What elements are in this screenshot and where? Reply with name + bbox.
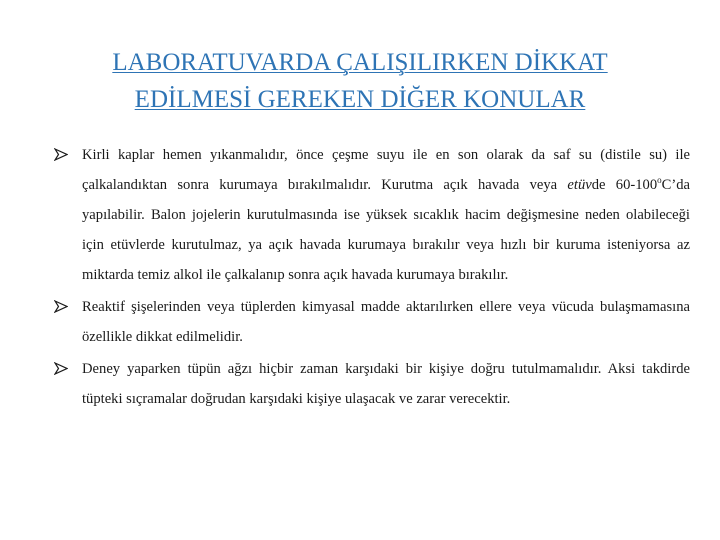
degree-sign: o bbox=[657, 175, 662, 186]
title-line-2: EDİLMESİ GEREKEN DİĞER KONULAR bbox=[134, 86, 586, 113]
bullet-text: C’da yapılabilir. Balon jojelerin kurutulmasında ise yüksek sıcaklık hacim değişmesine neden olabileceği için etüvlerde kurutulmaz, ya açık havada kurumaya bırakılır veya hızlı bir kuruma isteniyorsa az miktarda temiz alkol ile çalkalanıp sonra açık havada kurumaya bırakılır. bbox=[82, 177, 690, 283]
bullet-emphasis: etüv bbox=[567, 177, 592, 193]
arrow-bullet-icon bbox=[54, 300, 68, 313]
bullet-text: Deney yaparken tüpün ağzı hiçbir zaman karşıdaki bir kişiye doğru tutulmamalıdır. Aksi takdirde tüpteki sıçramalar doğrudan karşıdaki kişiye ulaşacak ve zarar verecektir. bbox=[82, 361, 690, 407]
bullet-item-drying bbox=[54, 140, 690, 290]
bullet-text: Kirli kaplar hemen yıkanmalıdır, önce çeşme suyu ile en son olarak da saf su (distile su) ile çalkalandıktan sonra kurumaya bırakılmalıdır. Kurutma açık havada veya bbox=[82, 147, 690, 193]
slide-title bbox=[40, 44, 680, 118]
arrow-bullet-icon bbox=[54, 362, 68, 375]
bullet-text: Reaktif şişelerinden veya tüplerden kimyasal madde aktarılırken ellere veya vücuda bulaşmamasına özellikle dikkat edilmelidir. bbox=[82, 299, 690, 345]
title-line-1: LABORATUVARDA ÇALIŞILIRKEN DİKKAT bbox=[112, 49, 608, 76]
bullet-item-test-tube bbox=[54, 354, 690, 414]
arrow-bullet-icon bbox=[54, 148, 68, 161]
bullet-list bbox=[54, 140, 690, 414]
bullet-item-reagents bbox=[54, 292, 690, 352]
bullet-text: de 60-100 bbox=[591, 177, 658, 193]
